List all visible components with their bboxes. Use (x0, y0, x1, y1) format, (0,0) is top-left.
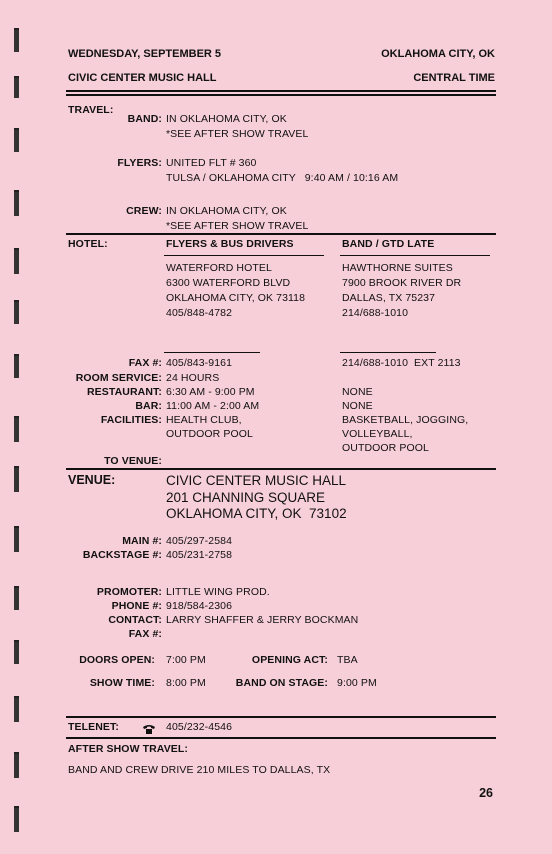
binder-tick (14, 466, 19, 492)
binder-tick (14, 806, 19, 832)
col2-detail: BASKETBALL, JOGGING, (342, 414, 469, 426)
page-number: 26 (479, 786, 493, 800)
col2-detail: VOLLEYBALL, (342, 428, 413, 440)
binder-tick (14, 696, 19, 722)
col1-line: OKLAHOMA CITY, OK 73118 (166, 292, 306, 304)
hotel-heading: HOTEL: (68, 238, 108, 250)
venue-name: CIVIC CENTER MUSIC HALL (166, 473, 347, 488)
binder-tick (14, 76, 19, 98)
contact-label: CONTACT: (108, 614, 162, 626)
binder-tick (14, 416, 19, 442)
header-date: WEDNESDAY, SEPTEMBER 5 (68, 48, 222, 60)
binder-tick (14, 640, 19, 664)
main-phone: 405/297-2584 (166, 535, 233, 547)
col2-line: DALLAS, TX 75237 (342, 292, 436, 304)
binder-tick (14, 354, 19, 378)
col1-detail: 6:30 AM - 9:00 PM (166, 386, 255, 398)
col2-detail: 214/688-1010 EXT 2113 (342, 357, 461, 369)
restaurant-label: RESTAURANT: (87, 386, 162, 398)
col1-detail: OUTDOOR POOL (166, 428, 253, 440)
telenet-rule (66, 737, 496, 739)
col1-detail-rule (164, 352, 260, 353)
flyers-line1: UNITED FLT # 360 (166, 157, 257, 169)
col1-heading-rule (164, 255, 324, 256)
venue-address: 201 CHANNING SQUARE (166, 490, 326, 505)
telenet-label: TELENET: (68, 721, 119, 733)
binder-tick (14, 752, 19, 778)
doors-label: DOORS OPEN: (79, 654, 155, 666)
telenet-phone: 405/232-4546 (166, 721, 233, 733)
venue-heading: VENUE: (68, 473, 116, 487)
crew-label: CREW: (126, 205, 162, 217)
col2-detail: OUTDOOR POOL (342, 442, 429, 454)
col2-line: HAWTHORNE SUITES (342, 262, 453, 274)
header-rule-top (66, 90, 496, 92)
to-venue-label: TO VENUE: (104, 455, 162, 467)
col1-detail: 24 HOURS (166, 372, 220, 384)
flyers-label: FLYERS: (117, 157, 162, 169)
col1-detail: 11:00 AM - 2:00 AM (166, 400, 260, 412)
show-time: 8:00 PM (166, 677, 206, 689)
contact: LARRY SHAFFER & JERRY BOCKMAN (166, 614, 359, 626)
band-line1: IN OKLAHOMA CITY, OK (166, 113, 287, 125)
bar-label: BAR: (135, 400, 162, 412)
header-timezone: CENTRAL TIME (413, 72, 495, 84)
binder-tick (14, 586, 19, 610)
backstage-phone: 405/231-2758 (166, 549, 233, 561)
promoter-label: PROMOTER: (96, 586, 162, 598)
crew-line1: IN OKLAHOMA CITY, OK (166, 205, 287, 217)
binder-tick (14, 526, 19, 552)
binder-tick (14, 248, 19, 274)
onstage-time: 9:00 PM (337, 677, 377, 689)
col2-detail: NONE (342, 400, 373, 412)
header-venue: CIVIC CENTER MUSIC HALL (68, 72, 217, 84)
binder-tick (14, 28, 19, 52)
promoter-phone-label: PHONE #: (111, 600, 162, 612)
col2-line: 214/688-1010 (342, 307, 409, 319)
opening-label: OPENING ACT: (251, 654, 328, 666)
binder-tick (14, 128, 19, 152)
promoter-fax-label: FAX #: (128, 628, 162, 640)
venue-rule (66, 716, 496, 718)
col2-line: 7900 BROOK RIVER DR (342, 277, 462, 289)
binder-tick (14, 300, 19, 324)
band-label: BAND: (127, 113, 162, 125)
onstage-label: BAND ON STAGE: (235, 677, 328, 689)
col1-line: 6300 WATERFORD BLVD (166, 277, 291, 289)
promoter: LITTLE WING PROD. (166, 586, 270, 598)
hotel-col2-heading: BAND / GTD LATE (342, 238, 435, 250)
hotel-rule (66, 468, 496, 470)
promoter-phone: 918/584-2306 (166, 600, 233, 612)
band-line2: *SEE AFTER SHOW TRAVEL (166, 128, 309, 140)
after-show-text: BAND AND CREW DRIVE 210 MILES TO DALLAS, TX (68, 764, 331, 776)
col2-detail-rule (340, 352, 436, 353)
col2-detail: NONE (342, 386, 373, 398)
show-label: SHOW TIME: (89, 677, 155, 689)
col2-heading-rule (340, 255, 490, 256)
hotel-col1-heading: FLYERS & BUS DRIVERS (166, 238, 294, 250)
travel-heading: TRAVEL: (68, 104, 114, 116)
room-service-label: ROOM SERVICE: (75, 372, 162, 384)
header-city: OKLAHOMA CITY, OK (381, 48, 495, 60)
fax-label: FAX #: (128, 357, 162, 369)
flyers-line2: TULSA / OKLAHOMA CITY 9:40 AM / 10:16 AM (166, 172, 399, 184)
opening-act: TBA (337, 654, 358, 666)
crew-line2: *SEE AFTER SHOW TRAVEL (166, 220, 309, 232)
doors-time: 7:00 PM (166, 654, 206, 666)
venue-city: OKLAHOMA CITY, OK 73102 (166, 506, 347, 521)
header-rule-bottom (66, 94, 496, 96)
col1-line: WATERFORD HOTEL (166, 262, 272, 274)
after-show-heading: AFTER SHOW TRAVEL: (68, 743, 189, 755)
facilities-label: FACILITIES: (100, 414, 162, 426)
col1-line: 405/848-4782 (166, 307, 233, 319)
main-label: MAIN #: (122, 535, 162, 547)
col1-detail: 405/843-9161 (166, 357, 233, 369)
travel-rule (66, 233, 496, 235)
backstage-label: BACKSTAGE #: (82, 549, 162, 561)
col1-detail: HEALTH CLUB, (166, 414, 242, 426)
binder-tick (14, 190, 19, 216)
